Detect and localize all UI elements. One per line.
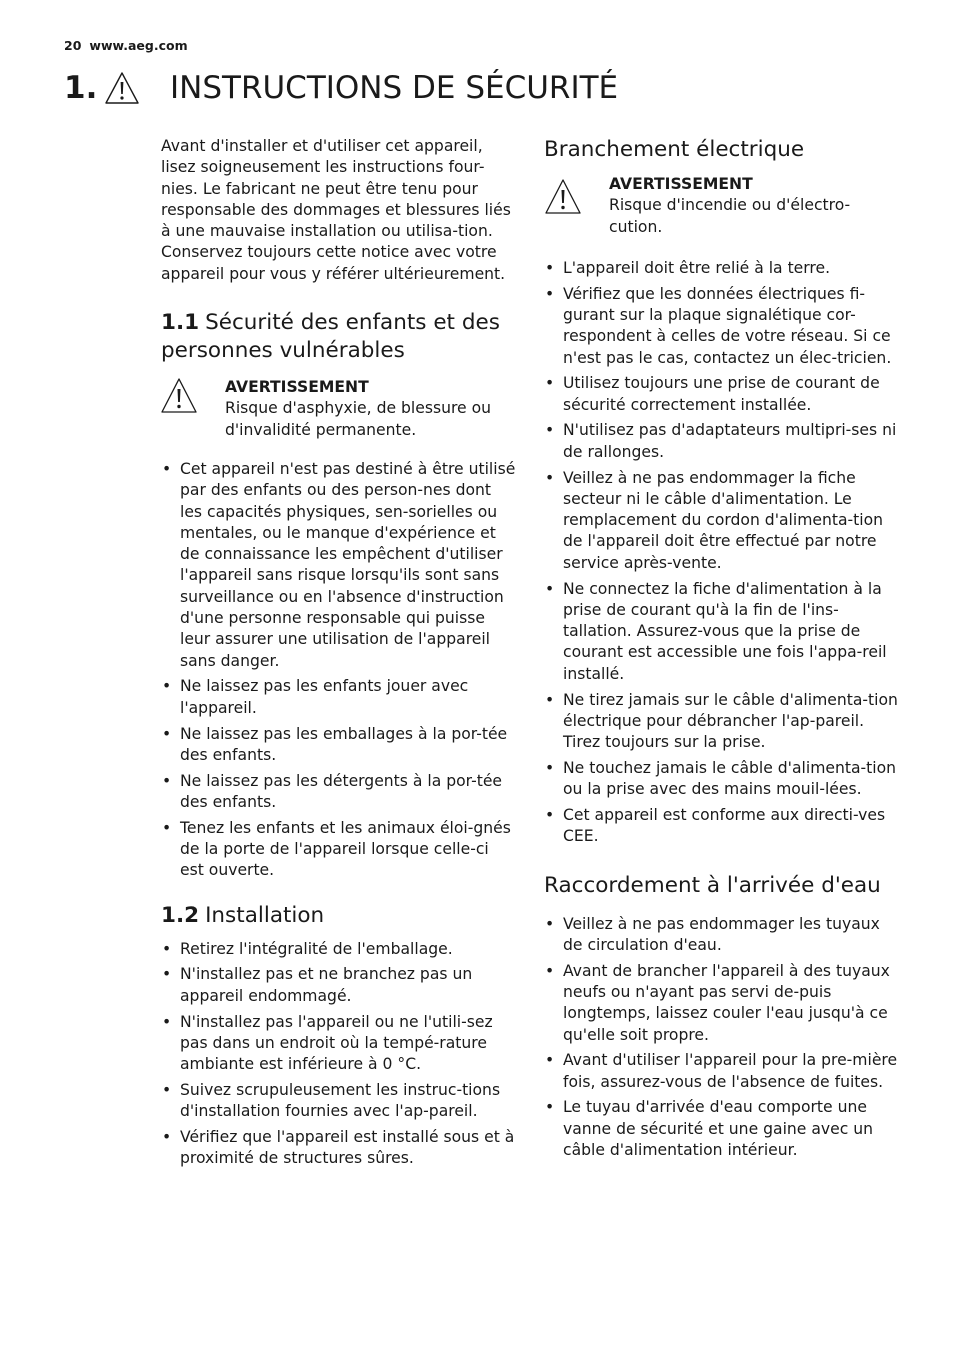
branchement-heading: Branchement électrique [544,137,805,162]
list-item: • Vérifiez que les données électriques fi-gurant sur la plaque signalétique cor-respondent à celles de votre réseau. Si ce n'est pas le cas, contactez un élec-tricien. [545,284,892,367]
list-item: • Veillez à ne pas endommager la fiche secteur ni le câble d'alimentation. Le remplacement du cordon d'alimenta-tion de l'appareil doit être effectué par notre service après-vente. [545,468,884,572]
section-title: Installation [205,902,325,928]
section-number: 1.2 [161,902,200,928]
bullet-icon: • [162,1127,172,1146]
warning-triangle-icon [104,71,140,105]
bullet-icon: • [545,421,555,440]
bullet-icon: • [545,284,555,303]
list-item: • Vérifiez que l'appareil est installé sous et à proximité de structures sûres. [162,1127,515,1168]
section-1-1-heading [161,309,516,365]
title-text: INSTRUCTIONS DE SÉCURITÉ [170,70,619,106]
raccordement-heading: Raccordement à l'arrivée d'eau [544,872,881,898]
bullet-icon: • [545,374,555,393]
bullet-icon: • [545,914,555,933]
list-item: • Retirez l'intégralité de l'emballage. [161,939,516,960]
bullet-icon: • [545,468,555,487]
list-item: • Avant d'utiliser l'appareil pour la pre-mière fois, assurez-vous de l'absence de fuites. [545,1051,898,1091]
list-item: • Ne connectez la fiche d'alimentation à la prise de courant qu'à la fin de l'ins-tallation. Assurez-vous que la prise de courant est accessible une fois l'appa-reil installé. [545,579,887,683]
section-title: Sécurité des enfants et des personnes vulnérables [161,310,500,364]
bullet-icon: • [545,690,555,709]
electrical-list [544,258,900,848]
list-item: • Ne touchez jamais le câble d'alimenta-tion ou la prise avec des mains mouil-lées. [545,758,897,799]
bullet-icon: • [545,1098,555,1117]
list-item: • N'installez pas et ne branchez pas un appareil endommagé. [162,965,473,1005]
water-connection-list [544,914,900,1162]
bullet-icon: • [545,258,555,277]
warning-body: Risque d'asphyxie, de blessure ou d'invalidité permanente. [225,399,492,439]
list-item: • Cet appareil est conforme aux directi-ves CEE. [545,806,886,846]
list-item: • Suivez scrupuleusement les instruc-tions d'installation fournies avec l'ap-pareil. [162,1080,501,1121]
list-item: • Veillez à ne pas endommager les tuyaux de circulation d'eau. [545,914,880,954]
list-item: • N'installez pas l'appareil ou ne l'utili-sez pas dans un endroit où la tempé-rature ambiante est inférieure à 0 °C. [162,1012,493,1074]
warning-body: Risque d'incendie ou d'électro-cution. [609,196,851,236]
list-item: • Le tuyau d'arrivée d'eau comporte une vanne de sécurité et une gaine avec un câble d'alimentation intérieur. [545,1098,874,1160]
list-item: • Tenez les enfants et les animaux éloi-gnés de la porte de l'appareil lorsque celle-ci est ouverte. [162,818,511,880]
bullet-icon: • [162,965,172,984]
bullet-icon: • [162,459,172,478]
warning-box [161,377,516,441]
bullet-icon: • [162,1080,172,1099]
left-column [161,136,516,1174]
bullet-icon: • [545,758,555,777]
children-safety-list [161,459,516,882]
bullet-icon: • [545,1051,555,1070]
page-number: 20 [64,38,82,53]
warning-triangle-icon [544,178,582,216]
page-title [64,66,618,110]
bullet-icon: • [545,579,555,598]
list-item: • Ne tirez jamais sur le câble d'alimenta-tion électrique pour débrancher l'ap-pareil. Tirez toujours sur la prise. [545,690,898,752]
bullet-icon: • [162,771,172,790]
installation-list [161,939,516,1170]
warning-triangle-icon [160,377,198,415]
bullet-icon: • [162,818,172,837]
bullet-icon: • [545,961,555,980]
warning-text [609,174,900,238]
list-item: • Avant de brancher l'appareil à des tuyaux neufs ou n'ayant pas servi de-puis longtemps, laissez couler l'eau jusqu'à ce qu'elle soit propre. [545,961,890,1044]
list-item: • Ne laissez pas les enfants jouer avec l'appareil. [162,677,469,717]
bullet-icon: • [162,677,172,696]
list-item: • Ne laissez pas les emballages à la por-tée des enfants. [162,724,508,764]
list-item: • Cet appareil n'est pas destiné à être utilisé par des enfants ou des person-nes dont les capacités physiques, sen-sorielles ou mentales, ou le manque d'expérience et de connaissance les empêchent d'utiliser l'appareil sans risque lorsqu'ils sont sans surveillance ou en l'absence d'instruction d'une personne responsable qui puisse leur assurer une utilisation de l'appareil sans danger. [162,459,516,670]
list-item: • Utilisez toujours une prise de courant de sécurité correctement installée. [545,374,880,414]
warning-title: AVERTISSEMENT [225,378,369,397]
bullet-icon: • [162,1012,172,1031]
title-number: 1. [64,70,98,106]
list-item: • Ne laissez pas les détergents à la por-tée des enfants. [162,771,503,811]
bullet-icon: • [162,939,172,958]
section-number: 1.1 [161,310,200,336]
bullet-icon: • [162,724,172,743]
bullet-icon: • [545,806,555,825]
right-column [544,136,900,1166]
intro-paragraph: Avant d'installer et d'utiliser cet appareil, lisez soigneusement les instructions four-nies. Le fabricant ne peut être tenu pour responsable des dommages et blessures liés à une mauvaise installation ou utilisa-tion. Conservez toujours cette notice avec votre appareil pour vous y référer ultérieurement. [161,137,511,283]
list-item: • N'utilisez pas d'adaptateurs multipri-ses ni de rallonges. [545,421,897,461]
warning-title: AVERTISSEMENT [609,175,753,193]
warning-box [544,174,900,238]
list-item: • L'appareil doit être relié à la terre. [544,258,900,279]
page-header [64,38,188,53]
website-url: www.aeg.com [89,38,188,53]
warning-text [225,377,516,441]
section-1-2-heading [161,902,516,930]
